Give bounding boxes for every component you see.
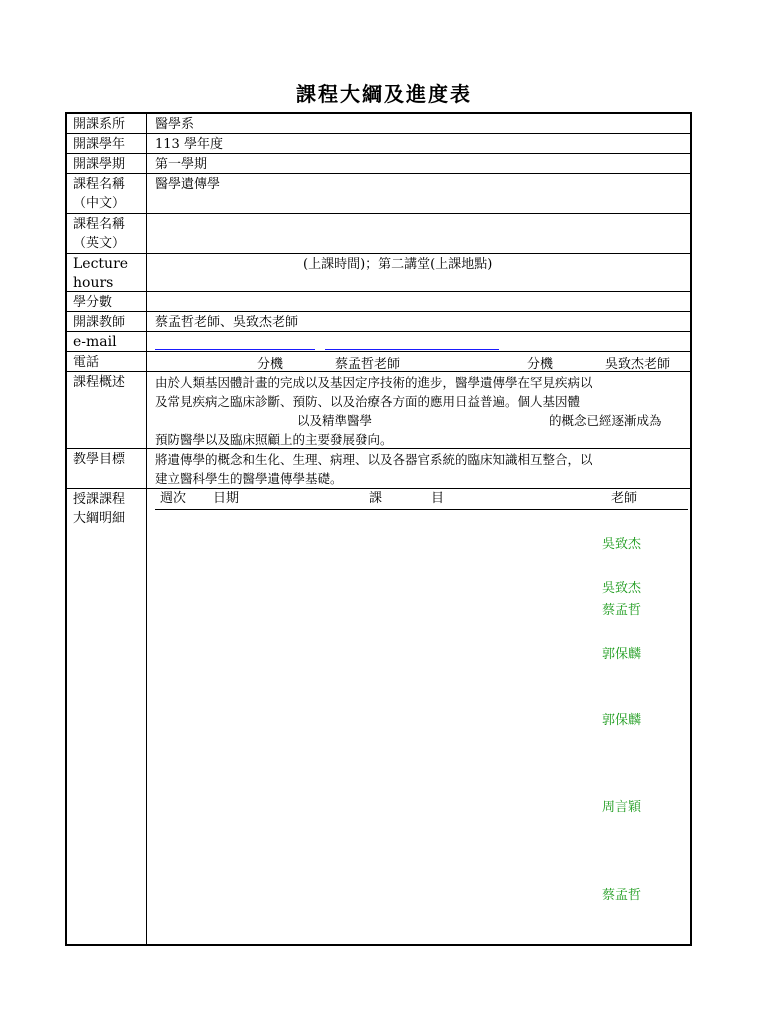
label-outline-line2: 大綱明細	[73, 511, 126, 526]
row-name-en	[67, 214, 690, 254]
row-email	[67, 332, 690, 352]
phone-ext-1: 分機	[257, 357, 284, 372]
header-date: 日期	[213, 491, 240, 506]
schedule-teacher: 吳致杰	[602, 537, 642, 552]
summary-line-2: 及常見疾病之臨床診斷、預防、以及治療各方面的應用日益普遍。個人基因體	[155, 394, 581, 409]
label-hours-line1: Lecture	[73, 256, 129, 272]
schedule-teacher: 蔡孟哲	[602, 888, 642, 903]
schedule-header	[155, 489, 688, 510]
summary-line-3a: 以及精準醫學	[297, 413, 373, 428]
label-goals: 教學目標	[67, 449, 147, 488]
label-outline	[67, 489, 147, 944]
label-name-zh-line2: （中文）	[73, 196, 126, 211]
row-phone	[67, 352, 690, 372]
summary-text	[155, 373, 662, 449]
value-dept: 醫學系	[155, 117, 195, 132]
row-credits	[67, 292, 690, 312]
summary-line-3	[155, 411, 662, 430]
row-outline	[67, 489, 690, 944]
header-week: 週次	[160, 491, 187, 506]
label-name-en-line1: 課程名稱	[73, 217, 126, 232]
label-email: e-mail	[67, 332, 147, 351]
schedule-teacher: 吳致杰	[602, 581, 642, 596]
row-dept	[67, 114, 690, 134]
syllabus-table	[65, 112, 692, 946]
label-name-zh	[67, 174, 147, 213]
phone-teacher-2: 吳致杰老師	[605, 357, 671, 372]
label-teachers: 開課教師	[67, 312, 147, 331]
row-goals	[67, 449, 690, 489]
row-semester	[67, 154, 690, 174]
label-name-en-line2: （英文）	[73, 236, 126, 251]
label-summary: 課程概述	[67, 372, 147, 448]
value-teachers: 蔡孟哲老師、吳致杰老師	[155, 315, 299, 330]
label-dept: 開課系所	[67, 114, 147, 133]
summary-line-3b: 的概念已經逐漸成為	[549, 413, 662, 428]
label-year: 開課學年	[67, 134, 147, 153]
label-semester: 開課學期	[67, 154, 147, 173]
label-hours-line2: hours	[73, 275, 114, 291]
header-teacher: 老師	[611, 491, 638, 506]
header-course: 課	[369, 491, 383, 506]
row-name-zh	[67, 174, 690, 214]
header-topic: 目	[431, 491, 445, 506]
schedule-teacher: 郭保麟	[602, 713, 642, 728]
value-name-zh: 醫學遺傳學	[155, 177, 221, 192]
label-outline-line1: 授課課程	[73, 492, 126, 507]
page-title: 課程大綱及進度表	[296, 82, 472, 106]
row-year	[67, 134, 690, 154]
value-semester: 第一學期	[155, 157, 208, 172]
goals-line-2: 建立醫科學生的醫學遺傳學基礎。	[155, 471, 343, 486]
row-hours	[67, 254, 690, 292]
schedule-teacher: 周言穎	[602, 800, 642, 815]
label-hours	[67, 254, 147, 291]
goals-line-1: 將遺傳學的概念和生化、生理、病理、以及各器官系統的臨床知識相互整合，以	[155, 452, 593, 467]
email-link-1[interactable]	[155, 349, 315, 350]
summary-line-4: 預防醫學以及臨床照顧上的主要發展發向。	[155, 432, 393, 447]
label-phone: 電話	[67, 352, 147, 371]
phone-ext-2: 分機	[527, 357, 554, 372]
schedule-teacher: 郭保麟	[602, 647, 642, 662]
label-credits: 學分數	[67, 292, 147, 311]
label-name-zh-line1: 課程名稱	[73, 177, 126, 192]
label-name-en	[67, 214, 147, 253]
row-teachers	[67, 312, 690, 332]
value-hours: (上課時間)；第二講堂(上課地點)	[303, 257, 493, 272]
schedule-teacher: 蔡孟哲	[602, 603, 642, 618]
goals-text	[155, 450, 593, 488]
row-summary	[67, 372, 690, 449]
value-year: 113 學年度	[155, 137, 223, 152]
phone-teacher-1: 蔡孟哲老師	[335, 357, 401, 372]
email-link-2[interactable]	[325, 349, 499, 350]
summary-line-1: 由於人類基因體計畫的完成以及基因定序技術的進步，醫學遺傳學在罕見疾病以	[155, 375, 593, 390]
